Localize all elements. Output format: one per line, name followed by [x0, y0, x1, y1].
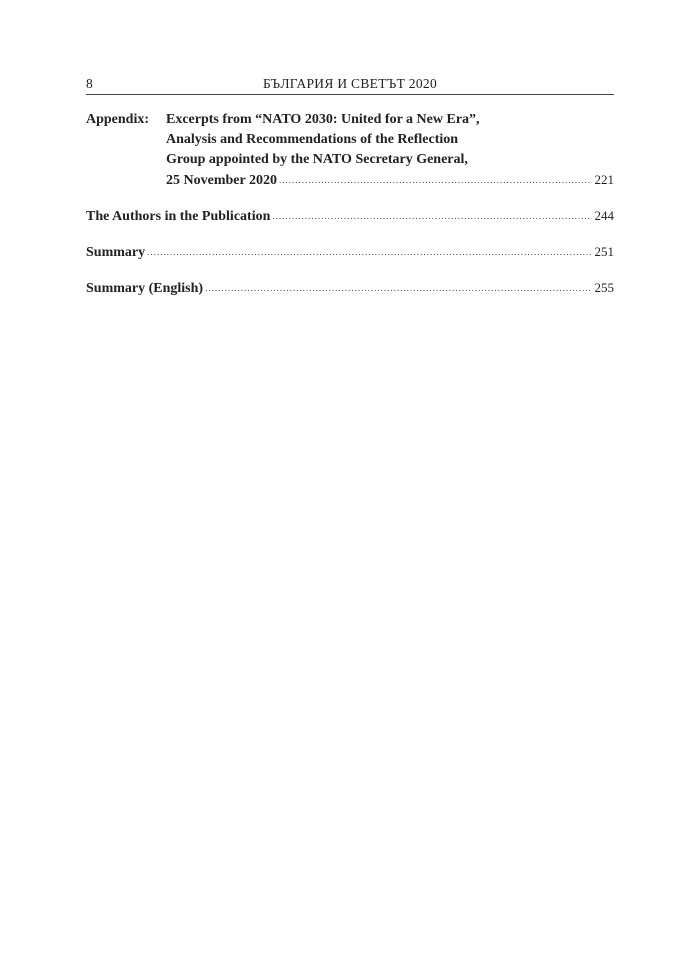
page-reference: 251: [594, 244, 614, 259]
page-reference: 255: [594, 280, 614, 295]
toc-entry-title: Summary (English): [86, 281, 204, 296]
toc-entry: [86, 242, 614, 262]
dot-leader: [147, 242, 590, 262]
toc-entry-appendix: [86, 110, 614, 190]
appendix-title-line: Group appointed by the NATO Secretary General,: [166, 152, 468, 167]
dot-leader: [205, 278, 590, 298]
toc-entry-title: The Authors in the Publication: [86, 209, 271, 224]
appendix-title-line: 25 November 2020: [166, 173, 277, 188]
page-number: 8: [86, 76, 93, 91]
toc-entry: [86, 278, 614, 298]
table-of-contents: [86, 110, 614, 298]
appendix-last-line: [166, 170, 614, 190]
page-reference: 221: [594, 172, 614, 187]
toc-entry-title: Summary: [86, 245, 146, 260]
dot-leader: [272, 206, 590, 226]
appendix-title: [166, 110, 614, 190]
appendix-label: Appendix:: [86, 112, 150, 127]
appendix-title-line: Excerpts from “NATO 2030: United for a New Era”,: [166, 112, 480, 127]
appendix-title-line: Analysis and Recommendations of the Reflection: [166, 132, 459, 147]
running-title: БЪЛГАРИЯ И СВЕТЪТ 2020: [262, 76, 438, 91]
page-reference: 244: [594, 208, 614, 223]
dot-leader: [279, 170, 591, 190]
running-header: [86, 76, 614, 95]
toc-entry: [86, 206, 614, 226]
